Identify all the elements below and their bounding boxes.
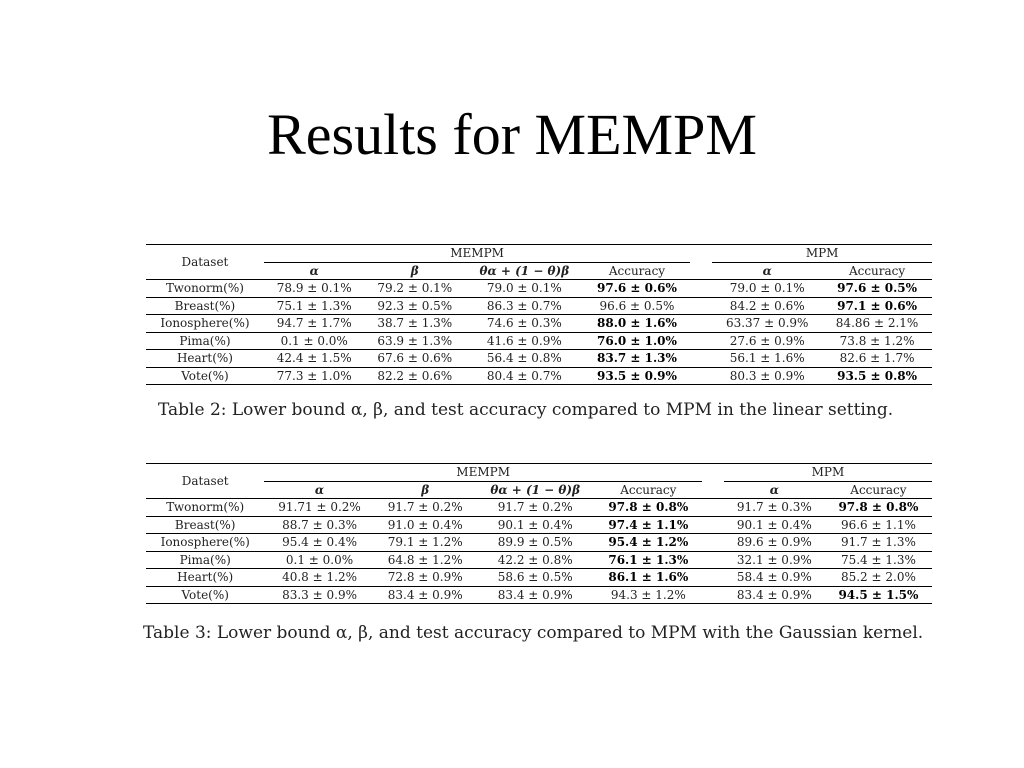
table-row xyxy=(146,499,932,517)
table-row xyxy=(146,297,932,315)
dataset-cell: Pima(%) xyxy=(146,551,264,569)
dataset-cell: Heart(%) xyxy=(146,350,264,368)
column-gap xyxy=(690,297,712,315)
beta-cell: 79.1 ± 1.2% xyxy=(375,534,476,552)
accuracy-cell: 97.6 ± 0.6% xyxy=(584,280,691,298)
mpm-group-header: MPM xyxy=(724,464,932,482)
mpm-accuracy-cell: 97.1 ± 0.6% xyxy=(822,297,932,315)
dataset-header: Dataset xyxy=(146,464,264,499)
beta-cell: 92.3 ± 0.5% xyxy=(364,297,465,315)
column-gap xyxy=(702,516,724,534)
mpm-alpha-cell: 80.3 ± 0.9% xyxy=(712,367,822,385)
mpm-alpha-cell: 58.4 ± 0.9% xyxy=(724,569,825,587)
mpm-alpha-cell: 89.6 ± 0.9% xyxy=(724,534,825,552)
combo-cell: 89.9 ± 0.5% xyxy=(476,534,595,552)
accuracy-cell: 76.0 ± 1.0% xyxy=(584,332,691,350)
table-row xyxy=(146,332,932,350)
slide-title: Results for MEMPM xyxy=(267,102,757,167)
accuracy-header: Accuracy xyxy=(584,262,691,280)
alpha-cell: 78.9 ± 0.1% xyxy=(264,280,365,298)
column-gap xyxy=(702,499,724,517)
mpm-alpha-header: α xyxy=(712,262,822,280)
combo-header: θα + (1 − θ)β xyxy=(476,481,595,499)
beta-cell: 38.7 ± 1.3% xyxy=(364,315,465,333)
mempm-group-header: MEMPM xyxy=(264,245,690,263)
dataset-cell: Twonorm(%) xyxy=(146,499,264,517)
accuracy-cell: 94.3 ± 1.2% xyxy=(595,586,702,604)
dataset-cell: Ionosphere(%) xyxy=(146,315,264,333)
table-row xyxy=(146,516,932,534)
table-row xyxy=(146,586,932,604)
alpha-cell: 95.4 ± 0.4% xyxy=(264,534,374,552)
accuracy-cell: 93.5 ± 0.9% xyxy=(584,367,691,385)
column-gap xyxy=(690,245,712,263)
results-table-linear xyxy=(146,244,932,385)
accuracy-cell: 83.7 ± 1.3% xyxy=(584,350,691,368)
table-row xyxy=(146,551,932,569)
mpm-accuracy-cell: 97.6 ± 0.5% xyxy=(822,280,932,298)
column-gap xyxy=(702,586,724,604)
table-row xyxy=(146,315,932,333)
mpm-alpha-cell: 27.6 ± 0.9% xyxy=(712,332,822,350)
alpha-cell: 42.4 ± 1.5% xyxy=(264,350,365,368)
dataset-cell: Vote(%) xyxy=(146,367,264,385)
table-row xyxy=(146,569,932,587)
mpm-alpha-cell: 90.1 ± 0.4% xyxy=(724,516,825,534)
dataset-cell: Twonorm(%) xyxy=(146,280,264,298)
accuracy-cell: 76.1 ± 1.3% xyxy=(595,551,702,569)
combo-cell: 83.4 ± 0.9% xyxy=(476,586,595,604)
mpm-accuracy-header: Accuracy xyxy=(825,481,932,499)
table-row xyxy=(146,350,932,368)
beta-cell: 72.8 ± 0.9% xyxy=(375,569,476,587)
column-gap xyxy=(690,262,712,280)
alpha-cell: 91.71 ± 0.2% xyxy=(264,499,374,517)
alpha-cell: 94.7 ± 1.7% xyxy=(264,315,365,333)
results-table-gaussian xyxy=(146,463,932,604)
accuracy-cell: 95.4 ± 1.2% xyxy=(595,534,702,552)
mpm-alpha-cell: 84.2 ± 0.6% xyxy=(712,297,822,315)
beta-cell: 64.8 ± 1.2% xyxy=(375,551,476,569)
alpha-cell: 0.1 ± 0.0% xyxy=(264,332,365,350)
mpm-accuracy-cell: 97.8 ± 0.8% xyxy=(825,499,932,517)
alpha-cell: 88.7 ± 0.3% xyxy=(264,516,374,534)
mpm-alpha-cell: 83.4 ± 0.9% xyxy=(724,586,825,604)
column-gap xyxy=(690,332,712,350)
column-gap xyxy=(690,280,712,298)
table-subheader-row xyxy=(146,481,932,499)
mpm-accuracy-header: Accuracy xyxy=(822,262,932,280)
mpm-alpha-cell: 79.0 ± 0.1% xyxy=(712,280,822,298)
beta-cell: 91.0 ± 0.4% xyxy=(375,516,476,534)
accuracy-cell: 97.4 ± 1.1% xyxy=(595,516,702,534)
dataset-cell: Breast(%) xyxy=(146,516,264,534)
column-gap xyxy=(690,315,712,333)
mpm-accuracy-cell: 91.7 ± 1.3% xyxy=(825,534,932,552)
alpha-cell: 75.1 ± 1.3% xyxy=(264,297,365,315)
combo-cell: 90.1 ± 0.4% xyxy=(476,516,595,534)
dataset-cell: Pima(%) xyxy=(146,332,264,350)
dataset-cell: Ionosphere(%) xyxy=(146,534,264,552)
column-gap xyxy=(690,350,712,368)
beta-header: β xyxy=(364,262,465,280)
beta-cell: 63.9 ± 1.3% xyxy=(364,332,465,350)
table-caption-gaussian: Table 3: Lower bound α, β, and test accuracy compared to MPM with the Gaussian kernel. xyxy=(143,623,924,643)
mpm-accuracy-cell: 93.5 ± 0.8% xyxy=(822,367,932,385)
dataset-cell: Heart(%) xyxy=(146,569,264,587)
combo-cell: 56.4 ± 0.8% xyxy=(465,350,584,368)
combo-cell: 42.2 ± 0.8% xyxy=(476,551,595,569)
dataset-cell: Breast(%) xyxy=(146,297,264,315)
mpm-accuracy-cell: 85.2 ± 2.0% xyxy=(825,569,932,587)
mpm-accuracy-cell: 96.6 ± 1.1% xyxy=(825,516,932,534)
column-gap xyxy=(702,464,724,482)
alpha-header: α xyxy=(264,262,365,280)
table-caption-linear: Table 2: Lower bound α, β, and test accuracy compared to MPM in the linear setting. xyxy=(158,400,894,420)
beta-cell: 83.4 ± 0.9% xyxy=(375,586,476,604)
alpha-cell: 40.8 ± 1.2% xyxy=(264,569,374,587)
table-row xyxy=(146,534,932,552)
combo-cell: 79.0 ± 0.1% xyxy=(465,280,584,298)
mpm-accuracy-cell: 73.8 ± 1.2% xyxy=(822,332,932,350)
alpha-cell: 77.3 ± 1.0% xyxy=(264,367,365,385)
mpm-alpha-cell: 32.1 ± 0.9% xyxy=(724,551,825,569)
mpm-alpha-cell: 63.37 ± 0.9% xyxy=(712,315,822,333)
accuracy-header: Accuracy xyxy=(595,481,702,499)
combo-cell: 58.6 ± 0.5% xyxy=(476,569,595,587)
combo-header: θα + (1 − θ)β xyxy=(465,262,584,280)
mpm-accuracy-cell: 75.4 ± 1.3% xyxy=(825,551,932,569)
mpm-accuracy-cell: 84.86 ± 2.1% xyxy=(822,315,932,333)
mpm-accuracy-cell: 94.5 ± 1.5% xyxy=(825,586,932,604)
mpm-group-header: MPM xyxy=(712,245,932,263)
table-header-row xyxy=(146,245,932,263)
beta-cell: 79.2 ± 0.1% xyxy=(364,280,465,298)
alpha-cell: 0.1 ± 0.0% xyxy=(264,551,374,569)
beta-header: β xyxy=(375,481,476,499)
alpha-header: α xyxy=(264,481,374,499)
dataset-header: Dataset xyxy=(146,245,264,280)
accuracy-cell: 86.1 ± 1.6% xyxy=(595,569,702,587)
beta-cell: 67.6 ± 0.6% xyxy=(364,350,465,368)
table-row xyxy=(146,280,932,298)
alpha-cell: 83.3 ± 0.9% xyxy=(264,586,374,604)
mempm-group-header: MEMPM xyxy=(264,464,701,482)
combo-cell: 80.4 ± 0.7% xyxy=(465,367,584,385)
table-header-row xyxy=(146,464,932,482)
beta-cell: 82.2 ± 0.6% xyxy=(364,367,465,385)
accuracy-cell: 96.6 ± 0.5% xyxy=(584,297,691,315)
combo-cell: 41.6 ± 0.9% xyxy=(465,332,584,350)
column-gap xyxy=(702,569,724,587)
dataset-cell: Vote(%) xyxy=(146,586,264,604)
table-row xyxy=(146,367,932,385)
mpm-accuracy-cell: 82.6 ± 1.7% xyxy=(822,350,932,368)
combo-cell: 86.3 ± 0.7% xyxy=(465,297,584,315)
mpm-alpha-cell: 91.7 ± 0.3% xyxy=(724,499,825,517)
column-gap xyxy=(690,367,712,385)
table-subheader-row xyxy=(146,262,932,280)
combo-cell: 91.7 ± 0.2% xyxy=(476,499,595,517)
column-gap xyxy=(702,551,724,569)
mpm-alpha-cell: 56.1 ± 1.6% xyxy=(712,350,822,368)
column-gap xyxy=(702,534,724,552)
combo-cell: 74.6 ± 0.3% xyxy=(465,315,584,333)
accuracy-cell: 97.8 ± 0.8% xyxy=(595,499,702,517)
mpm-alpha-header: α xyxy=(724,481,825,499)
column-gap xyxy=(702,481,724,499)
accuracy-cell: 88.0 ± 1.6% xyxy=(584,315,691,333)
beta-cell: 91.7 ± 0.2% xyxy=(375,499,476,517)
